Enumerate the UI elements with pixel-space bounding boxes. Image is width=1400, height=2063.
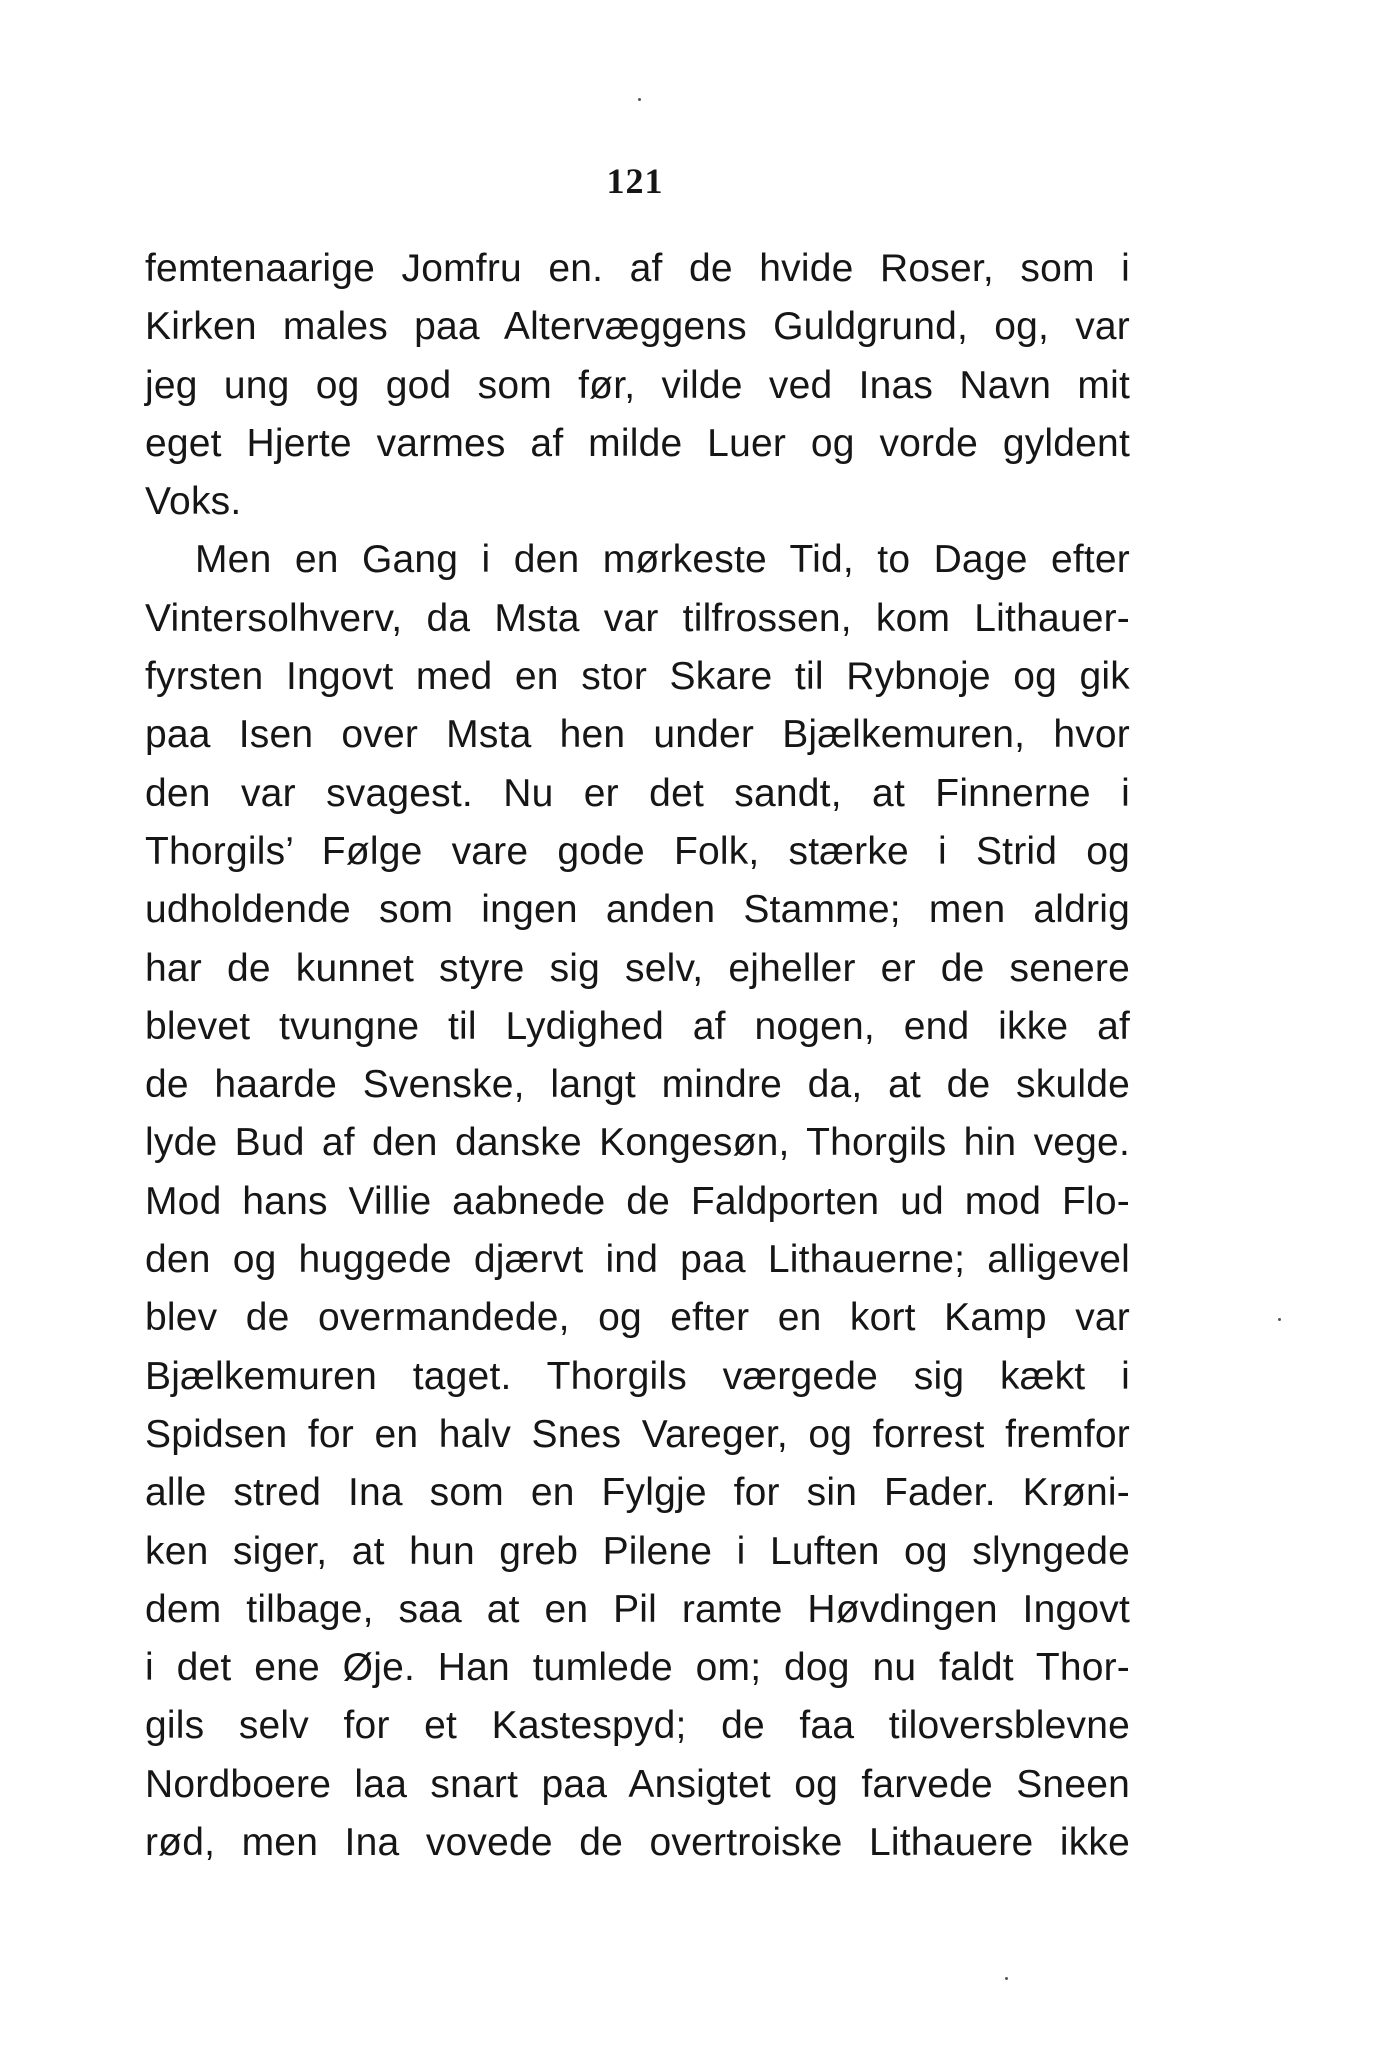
text-line: Bjælkemuren taget. Thorgils værgede sig kækt i xyxy=(145,1354,1130,1398)
text-line: ken siger, at hun greb Pilene i Luften og slyngede xyxy=(145,1529,1130,1573)
text-line: i det ene Øje. Han tumlede om; dog nu faldt Thor- xyxy=(145,1646,1130,1690)
text-line: Thorgils’ Følge vare gode Folk, stærke i Strid og xyxy=(145,829,1130,873)
text-line: udholdende som ingen anden Stamme; men aldrig xyxy=(145,888,1130,932)
scan-speck xyxy=(1278,1318,1281,1321)
text-line: den og huggede djærvt ind paa Lithauerne; alligevel xyxy=(145,1238,1130,1282)
text-line: Voks. xyxy=(145,480,242,524)
text-line: Vintersolhverv, da Msta var tilfrossen, kom Lithauer- xyxy=(145,596,1130,640)
page-number: 121 xyxy=(606,161,664,201)
text-line: eget Hjerte varmes af milde Luer og vorde gyldent xyxy=(145,421,1130,465)
text-line: jeg ung og god som før, vilde ved Inas Navn mit xyxy=(145,363,1130,407)
text-line: blevet tvungne til Lydighed af nogen, end ikke af xyxy=(145,1004,1130,1048)
scan-speck xyxy=(1005,1977,1008,1980)
text-line: blev de overmandede, og efter en kort Kamp var xyxy=(145,1296,1130,1340)
text-line: Mod hans Villie aabnede de Faldporten ud mod Flo- xyxy=(145,1179,1130,1223)
text-line: Nordboere laa snart paa Ansigtet og farvede Sneen xyxy=(145,1762,1130,1806)
scan-speck xyxy=(638,98,641,101)
text-line: paa Isen over Msta hen under Bjælkemuren, hvor xyxy=(145,713,1130,757)
text-line: alle stred Ina som en Fylgje for sin Fader. Krøni- xyxy=(145,1471,1130,1515)
text-line: har de kunnet styre sig selv, ejheller er de senere xyxy=(145,946,1130,990)
text-line: rød, men Ina vovede de overtroiske Lithauere ikke xyxy=(145,1821,1130,1865)
text-line: dem tilbage, saa at en Pil ramte Høvdingen Ingovt xyxy=(145,1587,1130,1631)
text-line: gils selv for et Kastespyd; de faa tiloversblevne xyxy=(145,1704,1130,1748)
text-line: Spidsen for en halv Snes Vareger, og forrest fremfor xyxy=(145,1412,1130,1456)
body-text xyxy=(145,240,1130,1872)
text-line: de haarde Svenske, langt mindre da, at de skulde xyxy=(145,1063,1130,1107)
text-line: den var svagest. Nu er det sandt, at Finnerne i xyxy=(145,771,1130,815)
text-line: fyrsten Ingovt med en stor Skare til Rybnoje og gik xyxy=(145,655,1130,699)
text-line: lyde Bud af den danske Kongesøn, Thorgils hin vege. xyxy=(145,1121,1130,1165)
text-line: femtenaarige Jomfru en. af de hvide Roser, som i xyxy=(145,247,1130,290)
text-line: Kirken males paa Altervæggens Guldgrund, og, var xyxy=(145,305,1130,349)
text-line: Men en Gang i den mørkeste Tid, to Dage efter xyxy=(195,538,1130,582)
